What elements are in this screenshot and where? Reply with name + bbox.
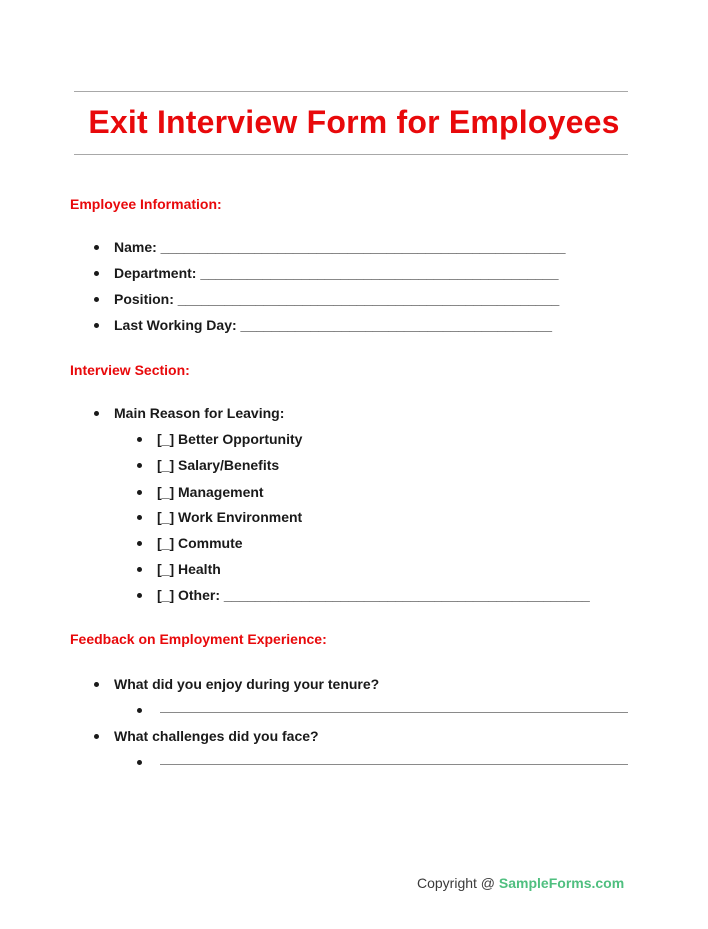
question-challenges: What challenges did you face? xyxy=(114,728,319,744)
bullet xyxy=(137,760,142,765)
bullet xyxy=(94,411,99,416)
answer-line-challenges[interactable] xyxy=(160,764,628,765)
field-name[interactable]: Name: ____________________________________________________ xyxy=(114,239,566,255)
question-enjoy: What did you enjoy during your tenure? xyxy=(114,676,380,692)
question-main-reason: Main Reason for Leaving: xyxy=(114,405,285,421)
bullet xyxy=(94,271,99,276)
bullet xyxy=(137,463,142,468)
bullet xyxy=(137,593,142,598)
copyright-text: Copyright @ xyxy=(417,875,499,891)
bullet xyxy=(137,515,142,520)
section-heading-feedback: Feedback on Employment Experience: xyxy=(70,631,327,647)
checkbox-work-environment[interactable]: [_] Work Environment xyxy=(157,509,303,525)
bullet xyxy=(94,323,99,328)
checkbox-management[interactable]: [_] Management xyxy=(157,484,264,500)
bullet xyxy=(94,245,99,250)
answer-line-enjoy[interactable] xyxy=(160,712,628,713)
top-divider xyxy=(74,91,628,92)
checkbox-health[interactable]: [_] Health xyxy=(157,561,221,577)
bullet xyxy=(137,567,142,572)
brand-link[interactable]: SampleForms.com xyxy=(498,875,625,891)
checkbox-better-opportunity[interactable]: [_] Better Opportunity xyxy=(157,431,303,447)
section-heading-employee-info: Employee Information: xyxy=(70,196,222,212)
bullet xyxy=(137,708,142,713)
checkbox-other[interactable]: [_] Other: _______________________________________________ xyxy=(157,587,590,603)
footer-copyright xyxy=(417,875,624,891)
bullet xyxy=(94,297,99,302)
title-divider xyxy=(74,154,628,155)
checkbox-commute[interactable]: [_] Commute xyxy=(157,535,243,551)
bullet xyxy=(137,541,142,546)
bullet xyxy=(94,734,99,739)
bullet xyxy=(137,437,142,442)
bullet xyxy=(94,682,99,687)
section-heading-interview: Interview Section: xyxy=(70,362,190,378)
field-department[interactable]: Department: ______________________________________________ xyxy=(114,265,559,281)
bullet xyxy=(137,490,142,495)
field-position[interactable]: Position: _________________________________________________ xyxy=(114,291,560,307)
page-title: Exit Interview Form for Employees xyxy=(88,104,620,140)
field-last-working-day[interactable]: Last Working Day: ________________________________________ xyxy=(114,317,552,333)
checkbox-salary-benefits[interactable]: [_] Salary/Benefits xyxy=(157,457,280,473)
